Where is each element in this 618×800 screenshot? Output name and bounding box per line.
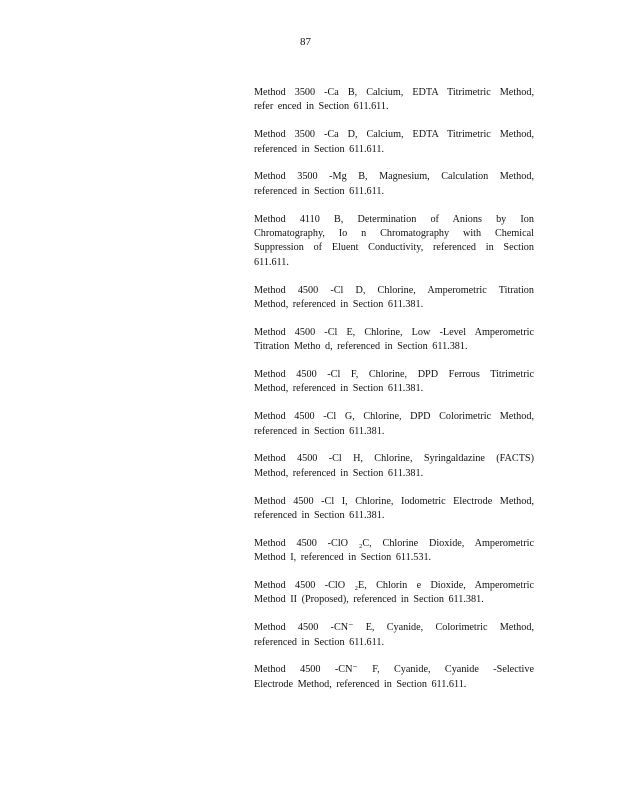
- entry-line: refer enced in Section 611.611.: [254, 101, 389, 113]
- page-number: 87: [300, 36, 311, 48]
- method-entry: [254, 213, 534, 271]
- method-list: [254, 86, 534, 706]
- entry-line: Method 3500 -Ca B, Calcium, EDTA Titrimetric Method,: [254, 87, 534, 98]
- entry-line: Method 3500 -Ca D, Calcium, EDTA Titrimetric Method,: [254, 129, 534, 141]
- entry-line: Method I, referenced in Section 611.531.: [254, 552, 432, 564]
- entry-line: Chromatography, Io n Chromatography with Chemical: [254, 228, 534, 240]
- method-entry: [254, 86, 534, 115]
- entry-line: Method, referenced in Section 611.381.: [254, 299, 424, 311]
- entry-line: Method 4110 B, Determination of Anions by Ion: [254, 213, 534, 225]
- entry-line: 611.611.: [254, 256, 289, 268]
- method-entry: [254, 410, 534, 439]
- entry-line: Electrode Method, referenced in Section 611.611.: [254, 678, 467, 690]
- method-entry: [254, 128, 534, 157]
- entry-line: Method II (Proposed), referenced in Section 611.381.: [254, 594, 484, 606]
- entry-line: Method 4500 -CN⁻ F, Cyanide, Cyanide -Selective: [254, 664, 534, 676]
- method-entry: [254, 284, 534, 313]
- method-entry: [254, 326, 534, 355]
- entry-line: Suppression of Eluent Conductivity, referenced in Section: [254, 242, 534, 254]
- entry-line: Method 4500 -ClO ₂C, Chlorine Dioxide, Amperometric: [254, 537, 534, 549]
- method-entry: [254, 621, 534, 650]
- entry-line: referenced in Section 611.381.: [254, 425, 385, 437]
- entry-line: referenced in Section 611.611.: [254, 636, 384, 648]
- entry-line: Method, referenced in Section 611.381.: [254, 467, 424, 479]
- entry-line: referenced in Section 611.611.: [254, 185, 384, 197]
- entry-line: Method 4500 -Cl D, Chlorine, Amperometric Titration: [254, 284, 534, 296]
- entry-line: Method 4500 -ClO ₂E, Chlorin e Dioxide, Amperometric: [254, 580, 534, 592]
- entry-line: referenced in Section 611.381.: [254, 510, 385, 522]
- method-entry: [254, 537, 534, 566]
- method-entry: [254, 495, 534, 524]
- entry-line: Method 4500 -Cl F, Chlorine, DPD Ferrous Titrimetric: [254, 369, 534, 381]
- method-entry: [254, 663, 534, 692]
- method-entry: [254, 579, 534, 608]
- method-entry: [254, 452, 534, 481]
- entry-line: Method, referenced in Section 611.381.: [254, 383, 424, 395]
- entry-line: Method 4500 -CN⁻ E, Cyanide, Colorimetric Method,: [254, 622, 534, 634]
- method-entry: [254, 368, 534, 397]
- entry-line: Method 4500 -Cl I, Chlorine, Iodometric Electrode Method,: [254, 495, 534, 507]
- entry-line: referenced in Section 611.611.: [254, 143, 384, 155]
- method-entry: [254, 170, 534, 199]
- entry-line: Method 4500 -Cl E, Chlorine, Low -Level Amperometric: [254, 326, 534, 338]
- entry-line: Method 3500 -Mg B, Magnesium, Calculation Method,: [254, 171, 534, 183]
- entry-line: Titration Metho d, referenced in Section 611.381.: [254, 341, 468, 353]
- entry-line: Method 4500 -Cl H, Chlorine, Syringaldazine (FACTS): [254, 453, 534, 465]
- entry-line: Method 4500 -Cl G, Chlorine, DPD Colorimetric Method,: [254, 411, 534, 423]
